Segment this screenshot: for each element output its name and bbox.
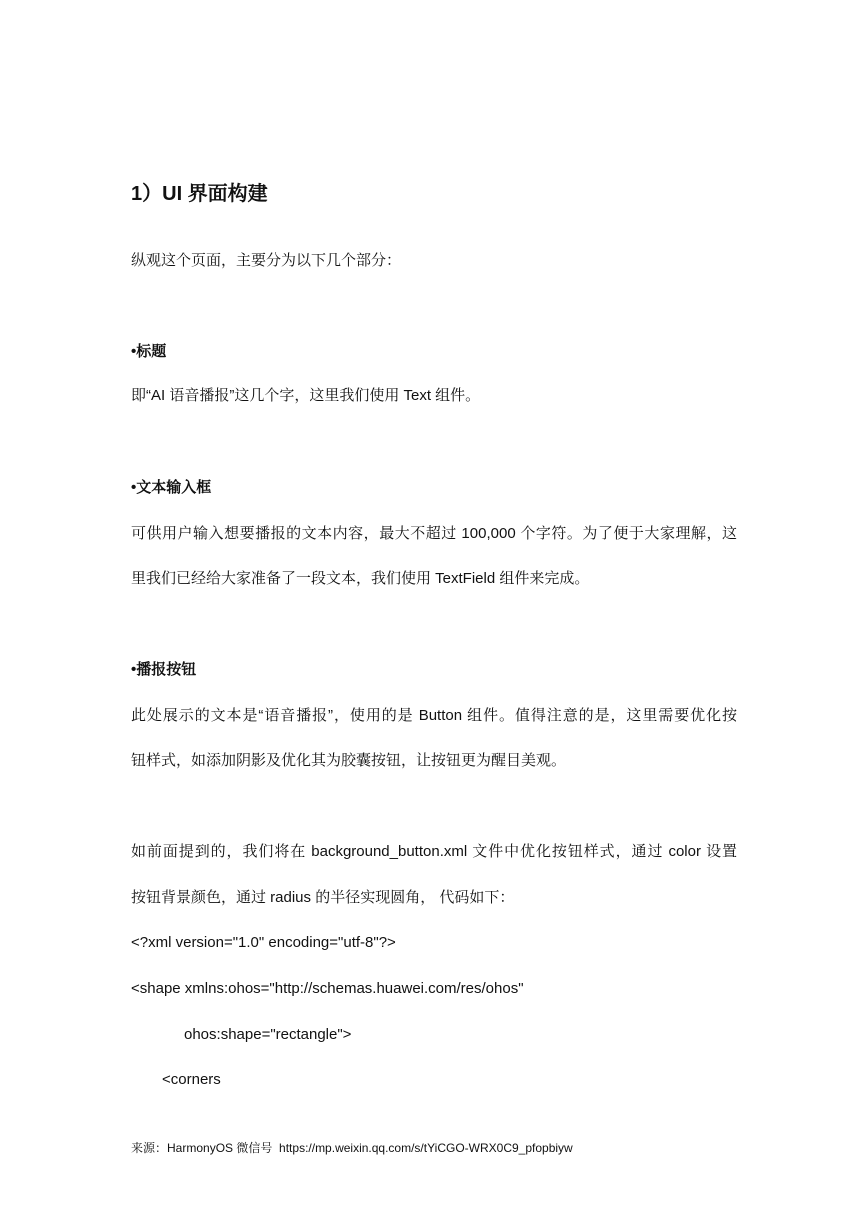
- source-url[interactable]: https://mp.weixin.qq.com/s/tYiCGO-WRX0C9_pfopbiyw: [279, 1141, 573, 1155]
- code-line-shape-open: <shape xmlns:ohos="http://schemas.huawei.com/res/ohos": [131, 980, 524, 997]
- part-title-broadcast-button: •播报按钮: [131, 661, 197, 678]
- closing-paragraph-line-2: 按钮背景颜色，通过 radius 的半径实现圆角， 代码如下：: [131, 889, 515, 906]
- part-title-heading: •标题: [131, 343, 167, 360]
- code-line-xml-declaration: <?xml version="1.0" encoding="utf-8"?>: [131, 934, 396, 951]
- part-heading-description: 即“AI 语音播报”这几个字，这里我们使用 Text 组件。: [131, 387, 481, 404]
- part-text-input-description-line-2: 里我们已经给大家准备了一段文本，我们使用 TextField 组件来完成。: [131, 570, 590, 587]
- source-label: 来源：: [131, 1141, 168, 1155]
- part-broadcast-button-description-line-1: 此处展示的文本是“语音播报”，使用的是 Button 组件。值得注意的是，这里需要优化按: [131, 707, 737, 724]
- code-line-corners: <corners: [162, 1071, 221, 1088]
- source-footer: [131, 1140, 573, 1156]
- closing-paragraph-line-1: 如前面提到的，我们将在 background_button.xml 文件中优化按钮样式，通过 color 设置: [131, 843, 737, 860]
- intro-paragraph: 纵观这个页面，主要分为以下几个部分：: [131, 252, 402, 269]
- part-broadcast-button-description-line-2: 钮样式，如添加阴影及优化其为胶囊按钮，让按钮更为醒目美观。: [131, 752, 567, 769]
- part-text-input-description-line-1: 可供用户输入想要播报的文本内容，最大不超过 100,000 个字符。为了便于大家理解，这: [131, 525, 737, 542]
- section-heading: 1）UI 界面构建: [131, 183, 268, 205]
- code-line-shape-attribute: ohos:shape="rectangle">: [184, 1026, 352, 1043]
- part-title-text-input: •文本输入框: [131, 479, 212, 496]
- source-name: HarmonyOS 微信号: [167, 1141, 273, 1155]
